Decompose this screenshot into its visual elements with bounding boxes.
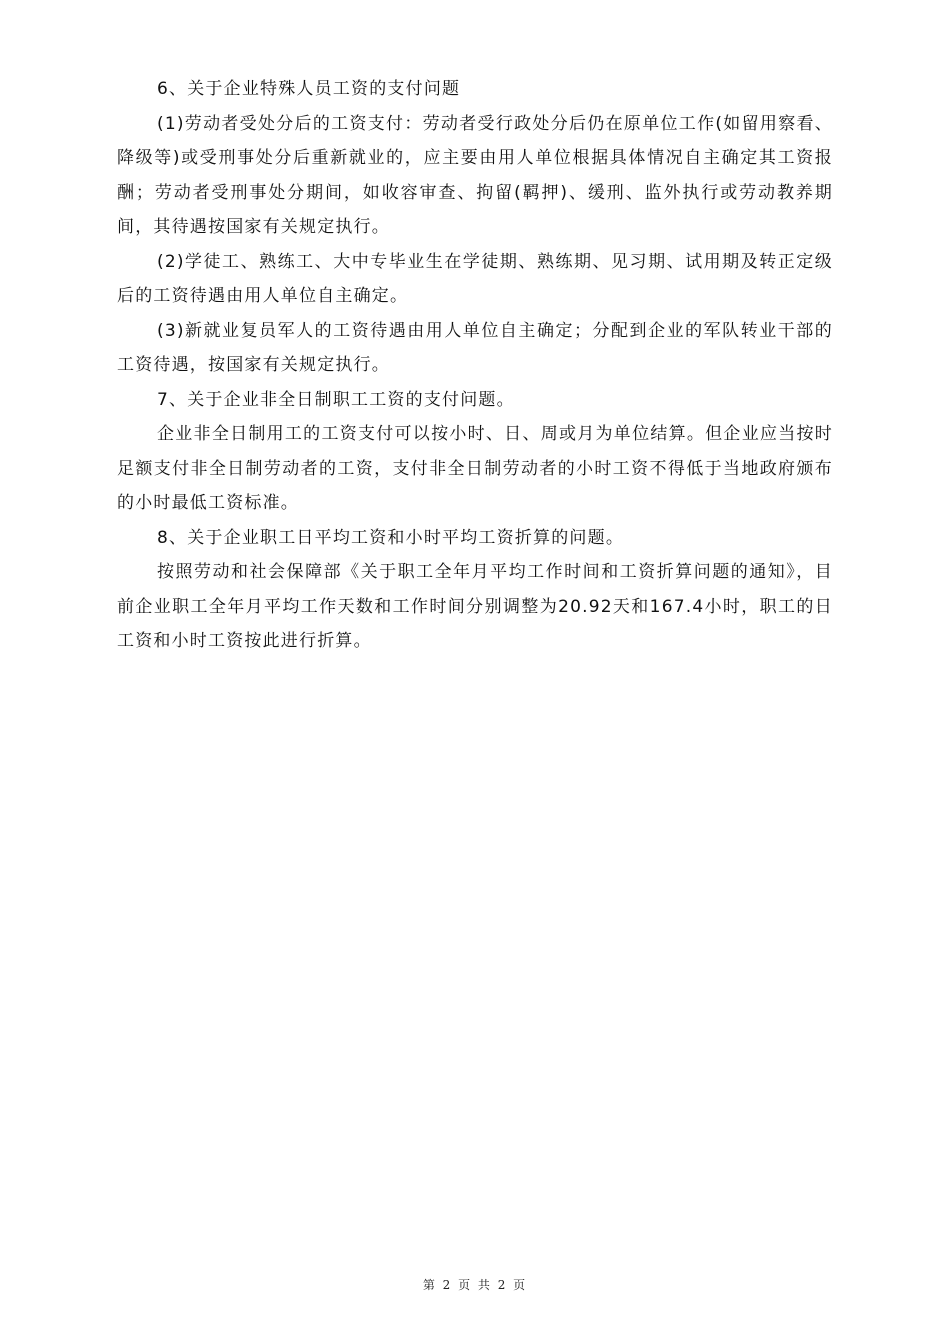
document-body — [117, 72, 833, 659]
section-heading-7: 7、关于企业非全日制职工工资的支付问题。 — [157, 389, 515, 410]
paragraph-7: 企业非全日制用工的工资支付可以按小时、日、周或月为单位结算。但企业应当按时足额支付非全日制劳动者的工资，支付非全日制劳动者的小时工资不得低于当地政府颁布的小时最低工资标准。 — [117, 424, 833, 513]
paragraph-6-1: (1)劳动者受处分后的工资支付：劳动者受行政处分后仍在原单位工作(如留用察看、降级等)或受刑事处分后重新就业的，应主要由用人单位根据具体情况自主确定其工资报酬；劳动者受刑事处分期间，如收容审查、拘留(羁押)、缓刑、监外执行或劳动教养期间，其待遇按国家有关规定执行。 — [117, 113, 833, 237]
paragraph-6-3: (3)新就业复员军人的工资待遇由用人单位自主确定；分配到企业的军队转业干部的工资待遇，按国家有关规定执行。 — [117, 320, 833, 375]
section-heading-6: 6、关于企业特殊人员工资的支付问题 — [157, 79, 461, 99]
section-heading-8: 8、关于企业职工日平均工资和小时平均工资折算的问题。 — [157, 527, 625, 548]
paragraph-6-2: (2)学徒工、熟练工、大中专毕业生在学徒期、熟练期、见习期、试用期及转正定级后的工资待遇由用人单位自主确定。 — [117, 251, 833, 306]
paragraph-8: 按照劳动和社会保障部《关于职工全年月平均工作时间和工资折算问题的通知》，目前企业职工全年月平均工作天数和工作时间分别调整为20.92天和167.4小时，职工的日工资和小时工资按此进行折算。 — [117, 562, 833, 651]
page-number-footer: 第 2 页 共 2 页 — [422, 1278, 528, 1292]
